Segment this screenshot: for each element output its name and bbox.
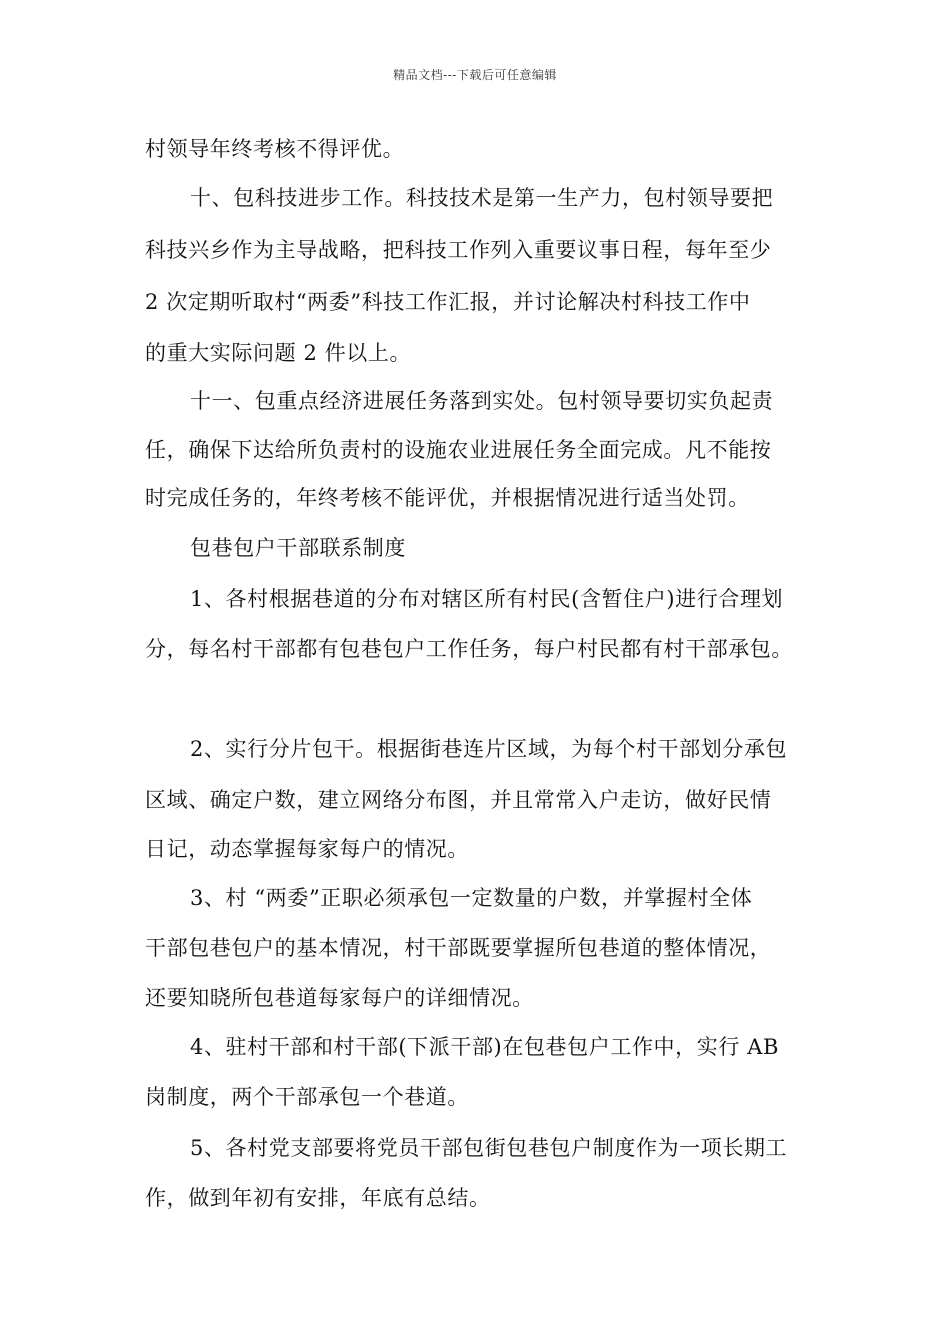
text-line: 任，确保下达给所负责村的设施农业进展任务全面完成。凡不能按 <box>145 438 772 462</box>
text-line: 日记，动态掌握每家每户的情况。 <box>145 837 469 861</box>
text-line: 区域、确定户数，建立网络分布图，并且常常入户走访，做好民情 <box>145 788 772 812</box>
text-line: 分，每名村干部都有包巷包户工作任务，每户村民都有村干部承包。 <box>145 637 793 661</box>
text-line: 岗制度，两个干部承包一个巷道。 <box>145 1085 469 1109</box>
page-header: 精品文档---下载后可任意编辑 <box>393 68 557 82</box>
text-line: 十、包科技进步工作。科技技术是第一生产力，包村领导要把 <box>190 186 774 210</box>
text-line: 十一、包重点经济进展任务落到实处。包村领导要切实负起责 <box>190 389 774 413</box>
text-line: 5、各村党支部要将党员干部包街包巷包户制度作为一项长期工 <box>190 1136 788 1160</box>
text-line: 干部包巷包户的基本情况，村干部既要掌握所包巷道的整体情况， <box>145 936 772 960</box>
text-line: 4、驻村干部和村干部(下派干部)在包巷包户工作中，实行 AB <box>190 1035 780 1059</box>
text-line: 村领导年终考核不得评优。 <box>145 137 405 161</box>
text-line: 还要知晓所包巷道每家每户的详细情况。 <box>145 986 534 1010</box>
text-line: 3、村 “两委”正职必须承包一定数量的户数，并掌握村全体 <box>190 886 753 910</box>
text-line: 时完成任务的，年终考核不能评优，并根据情况进行适当处罚。 <box>145 486 750 510</box>
text-line: 科技兴乡作为主导战略，把科技工作列入重要议事日程，每年至少 <box>145 238 772 262</box>
text-line: 2 次定期听取村“两委”科技工作汇报，并讨论解决村科技工作中 <box>145 290 751 314</box>
text-line: 2、实行分片包干。根据街巷连片区域，为每个村干部划分承包 <box>190 737 788 761</box>
text-line: 作，做到年初有安排，年底有总结。 <box>145 1186 491 1210</box>
text-line: 1、各村根据巷道的分布对辖区所有村民(含暂住户)进行合理划 <box>190 587 784 611</box>
text-line: 的重大实际问题 2 件以上。 <box>145 341 412 365</box>
section-heading: 包巷包户干部联系制度 <box>190 536 406 560</box>
